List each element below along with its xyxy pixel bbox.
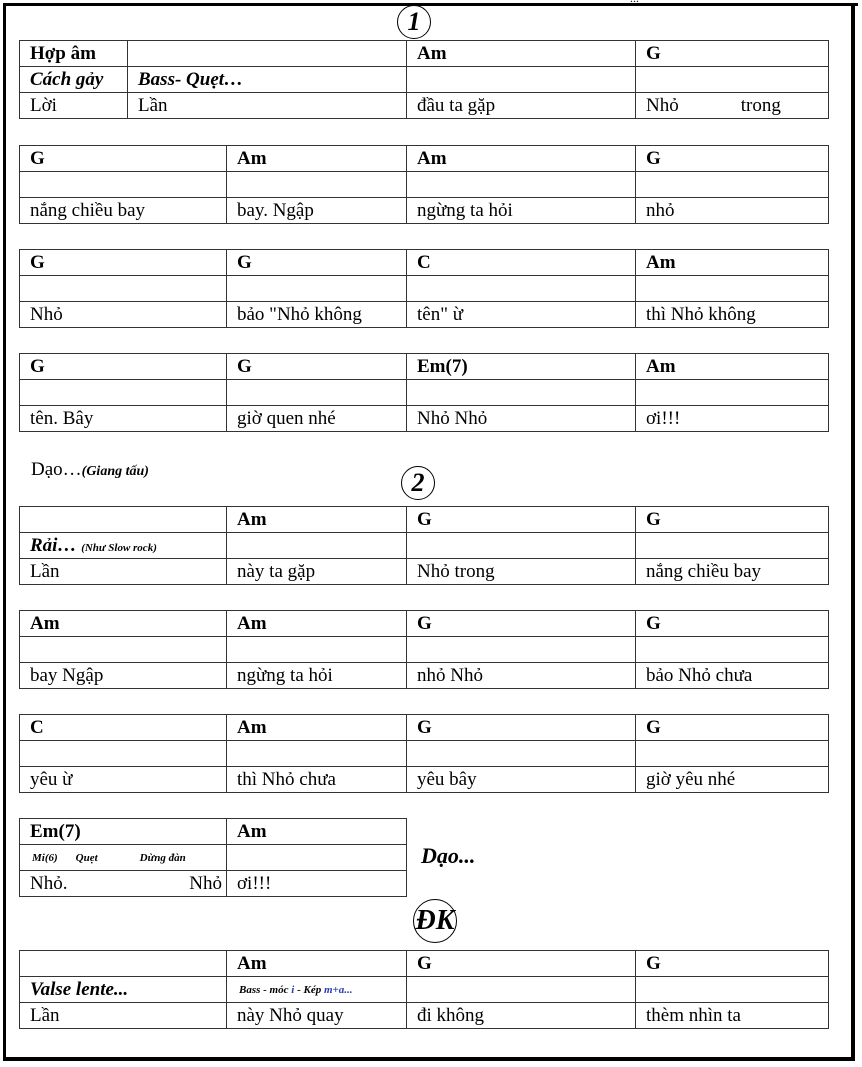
lyric-cell: Nhỏ trong [407,559,636,585]
pattern-cell [636,380,829,406]
lyric-cell: này Nhỏ quay [227,1003,407,1029]
chord-cell: G [407,951,636,977]
pattern-cell [407,637,636,663]
chord-cell: Am [636,250,829,276]
pattern-word: Bass - móc [239,983,289,996]
pattern-cell [20,380,227,406]
chord-cell: G [636,507,829,533]
pattern-cell [227,637,407,663]
lyric-cell: Nhỏ [20,302,227,328]
chord-cell: G [407,611,636,637]
chord-cell: Am [20,611,227,637]
interlude-note: (Giang tấu) [81,464,149,479]
pattern-cell [227,977,407,1003]
header-fragment [630,0,639,6]
chord-cell: G [20,250,227,276]
pattern-cell [636,276,829,302]
lyric-cell: bay Ngập [20,663,227,689]
lyric-cell: ơi!!! [227,871,407,897]
lyric-cell: bay. Ngập [227,198,407,224]
lyric-cell: yêu bây [407,767,636,793]
pattern-cell [636,533,829,559]
chord-table-1-2 [19,145,829,224]
lyric-cell: ngừng ta hỏi [227,663,407,689]
pattern-cell [20,637,227,663]
pattern-cell [636,67,829,93]
chorus-marker: ĐK [413,899,457,943]
chord-table-2-3 [19,714,829,793]
lyric-cell: giờ yêu nhé [636,767,829,793]
lyric-cell [20,871,227,897]
chord-cell: Am [227,819,407,845]
lyric-cell: nhỏ Nhỏ [407,663,636,689]
chord-cell: G [407,715,636,741]
lyric-cell: bảo "Nhỏ không [227,302,407,328]
lyric-word: Nhỏ [646,94,679,116]
chord-table-2-2 [19,610,829,689]
chord-table-1-3 [19,249,829,328]
pattern-label: Rải… [30,534,77,556]
chord-cell: G [407,507,636,533]
pattern-cell [227,380,407,406]
chord-cell: G [636,146,829,172]
pattern-cell [20,533,227,559]
chord-cell: Am [407,146,636,172]
lyric-word: trong [740,94,781,116]
pattern-word: - Kép [297,983,322,996]
pattern-word: Mi(6) [32,851,58,864]
pattern-cell [407,533,636,559]
chord-cell [20,951,227,977]
pattern-cell [407,741,636,767]
lyric-word: Nhỏ. [30,872,68,894]
chord-table-2-1 [19,506,829,585]
lyric-cell: tên. Bây [20,406,227,432]
chord-cell: Am [407,41,636,67]
chord-cell: G [20,354,227,380]
lyric-cell: thèm nhìn ta [636,1003,829,1029]
pattern-word: m+a... [323,983,353,996]
chord-cell: C [20,715,227,741]
chord-cell: G [636,41,829,67]
chord-cell: Am [636,354,829,380]
pattern-label: Cách gảy [20,67,128,93]
pattern-cell [20,741,227,767]
lyric-cell: Lần [20,1003,227,1029]
lyric-cell: Lần [128,93,407,119]
lyric-cell: thì Nhỏ không [636,302,829,328]
interlude-2: Dạo... [421,843,476,868]
chord-cell: Am [227,951,407,977]
pattern-cell [407,380,636,406]
pattern-label: Valse lente... [20,977,227,1003]
pattern-word: i [291,983,295,996]
chord-table-1-1 [19,40,829,119]
chord-cell: Am [227,507,407,533]
pattern-cell [227,845,407,871]
lyric-cell [636,93,829,119]
lyric-cell: bảo Nhỏ chưa [636,663,829,689]
pattern-word: Dừng đàn [139,851,186,864]
chord-cell: G [636,951,829,977]
chord-cell: Em(7) [407,354,636,380]
chord-cell: Am [227,715,407,741]
pattern-cell [20,172,227,198]
pattern-cell [227,533,407,559]
chord-cell: Em(7) [20,819,227,845]
pattern-cell [636,977,829,1003]
chord-cell: C [407,250,636,276]
chord-cell: G [227,354,407,380]
lyric-word: Nhỏ [189,872,222,894]
chord-table-chorus [19,950,829,1029]
lyric-cell: nắng chiều bay [20,198,227,224]
chord-cell [128,41,407,67]
lyric-cell: này ta gặp [227,559,407,585]
chord-cell: Am [227,146,407,172]
chord-cell: Hợp âm [20,41,128,67]
lyric-cell: tên" ừ [407,302,636,328]
pattern-cell [227,276,407,302]
lyric-cell: Lần [20,559,227,585]
lyric-cell: Nhỏ Nhỏ [407,406,636,432]
pattern-cell [407,67,636,93]
pattern-cell [20,845,227,871]
pattern-cell [407,172,636,198]
pattern-cell: Bass- Quẹt… [128,67,407,93]
chord-cell: Am [227,611,407,637]
lyric-cell: nhỏ [636,198,829,224]
chord-table-1-4 [19,353,829,432]
pattern-cell [20,276,227,302]
chord-table-2-4 [19,818,407,897]
pattern-note: (Như Slow rock) [81,541,157,554]
lyric-cell: ơi!!! [636,406,829,432]
pattern-cell [636,741,829,767]
pattern-cell [636,637,829,663]
lyric-cell: đi không [407,1003,636,1029]
lyric-label: Lời [20,93,128,119]
section-marker-2: 2 [401,466,435,500]
pattern-cell [636,172,829,198]
interlude-text: Dạo… [31,459,82,480]
pattern-word: Quẹt [75,851,98,864]
pattern-cell [227,741,407,767]
pattern-cell [227,172,407,198]
interlude-1 [31,459,149,481]
pattern-cell [407,977,636,1003]
lyric-cell: giờ quen nhé [227,406,407,432]
lyric-cell: thì Nhỏ chưa [227,767,407,793]
chord-cell: G [636,715,829,741]
chord-cell [20,507,227,533]
lyric-cell: đầu ta gặp [407,93,636,119]
pattern-cell [407,276,636,302]
chord-cell: G [20,146,227,172]
section-marker-1: 1 [397,5,431,39]
chord-cell: G [227,250,407,276]
lyric-cell: yêu ừ [20,767,227,793]
lyric-cell: nắng chiều bay [636,559,829,585]
lyric-cell: ngừng ta hỏi [407,198,636,224]
chord-cell: G [636,611,829,637]
